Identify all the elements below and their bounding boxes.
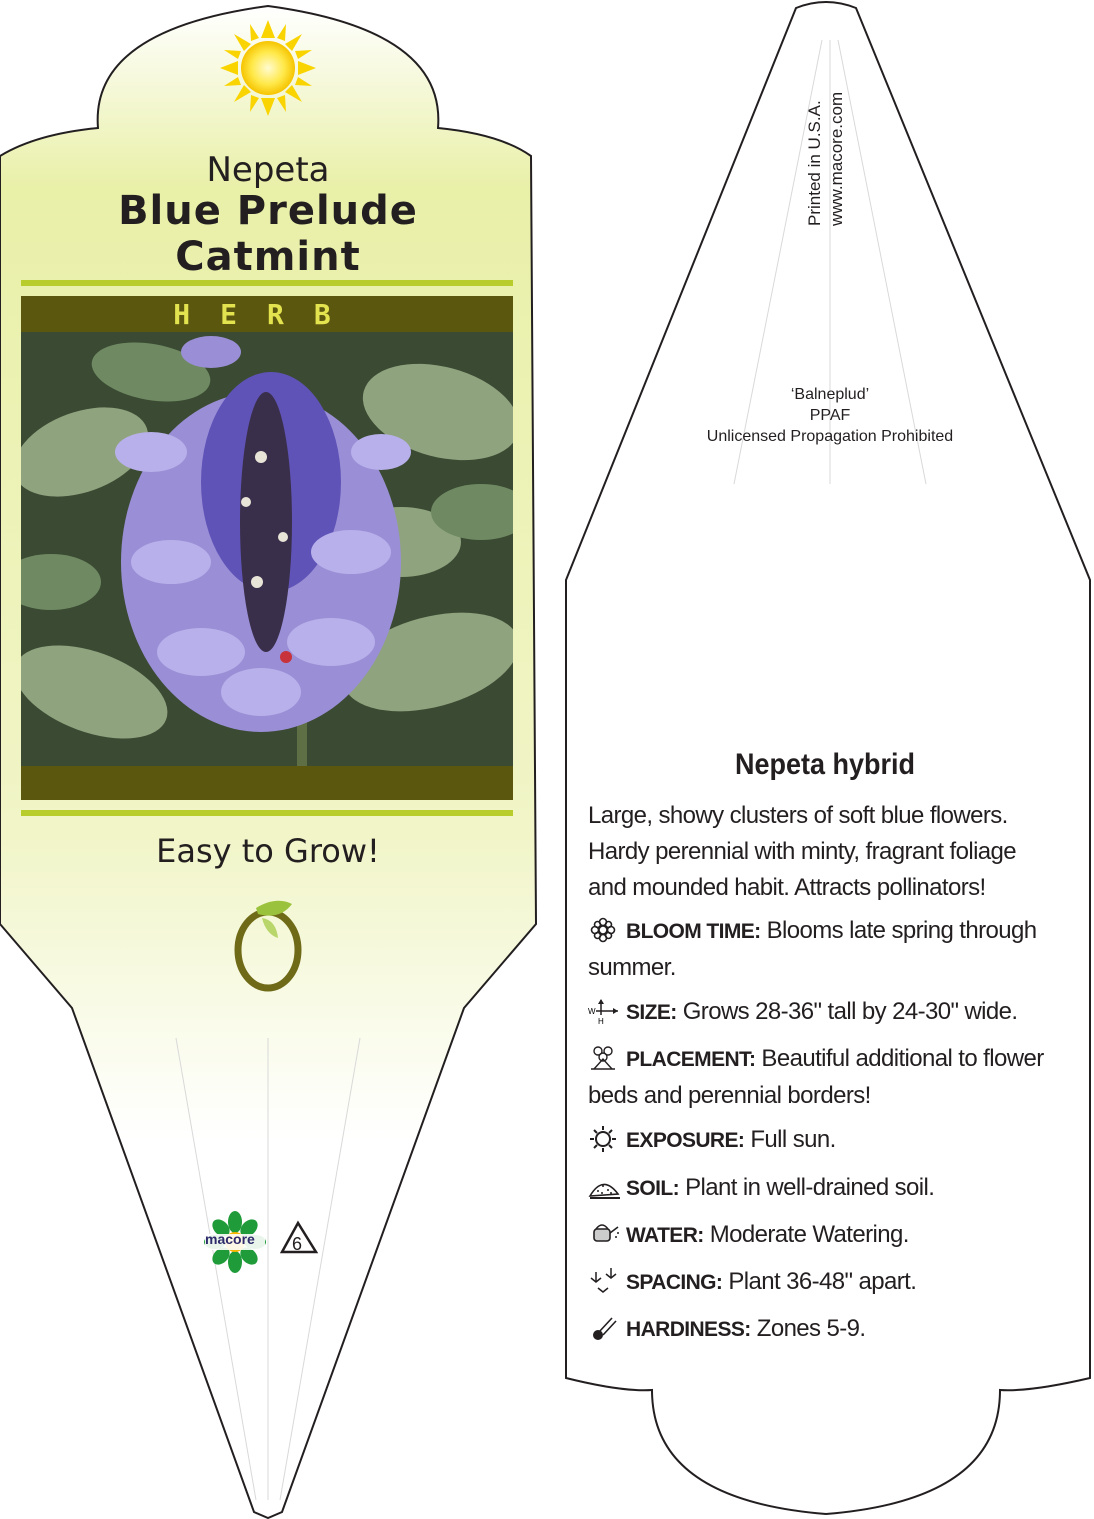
care-info-label: SOIL: [626,1177,679,1200]
recycle-code: 6 [292,1234,303,1254]
care-info-placement [588,1041,1058,1114]
printed-in: Printed in U.S.A. [805,100,824,226]
front-rule-top [21,280,513,286]
plant-name-line2: Catmint [175,234,361,280]
svg-text:W: W [588,1007,595,1016]
category-label: HERB [173,298,361,331]
photo-bottom-bar [21,766,513,800]
watering-can-icon [588,1221,622,1247]
print-info [804,92,848,226]
soil-icon [588,1174,622,1200]
care-info-water [588,1217,1058,1254]
placement-icon [588,1045,622,1071]
care-info-text: Moderate Watering. [703,1221,909,1248]
care-info-label: EXPOSURE: [626,1129,745,1152]
care-info-label: SPACING: [626,1271,723,1294]
care-info-label: PLACEMENT: [626,1048,756,1071]
tagline: Easy to Grow! [156,832,380,870]
care-info-label: WATER: [626,1224,704,1247]
care-info-label: SIZE: [626,1001,677,1024]
thermometer-icon [588,1315,622,1341]
sun-icon [588,1126,622,1152]
website: www.macore.com [827,91,846,226]
sun-icon [220,20,316,116]
species-title: Nepeta hybrid [734,748,916,781]
care-info-size [588,994,1058,1031]
care-info-text: Blooms late spring through summer. [588,917,1037,981]
brand-logo-text: macore [205,1231,255,1247]
plant-genus: Nepeta [206,150,330,190]
plant-description: Large, showy clusters of soft blue flowers. Hardy perennial with minty, fragrant foliage and mounded habit. Attracts pollinators! [588,802,1017,901]
flower-icon [588,917,622,943]
care-info-exposure [588,1122,1058,1159]
spacing-icon [588,1268,622,1294]
cultivar-name: ‘Balneplud’ [790,386,870,403]
plant-photo [21,332,513,766]
care-info-bloom-time [588,913,1058,986]
care-info-text: Plant 36-48" apart. [722,1268,917,1295]
plant-name-line1: Blue Prelude [118,188,418,234]
care-info-text: Grows 28-36" tall by 24-30" wide. [676,998,1018,1025]
front-rule-bottom [21,810,513,816]
care-info-text: Beautiful additional to flower beds and perennial borders! [588,1045,1044,1109]
care-info-soil [588,1170,1058,1207]
care-info-label: HARDINESS: [626,1318,751,1341]
care-info-label: BLOOM TIME: [626,920,761,943]
care-info-text: Plant in well-drained soil. [679,1174,935,1201]
care-info-spacing [588,1264,1058,1301]
size-icon [588,998,622,1024]
patent-status: PPAF [809,407,851,424]
care-info-text: Full sun. [744,1126,836,1153]
cultivar-block [640,384,1020,447]
propagation-notice: Unlicensed Propagation Prohibited [706,428,954,445]
care-info-text: Zones 5-9. [750,1315,866,1342]
care-info-hardiness [588,1311,1058,1348]
svg-text:H: H [598,1017,604,1024]
